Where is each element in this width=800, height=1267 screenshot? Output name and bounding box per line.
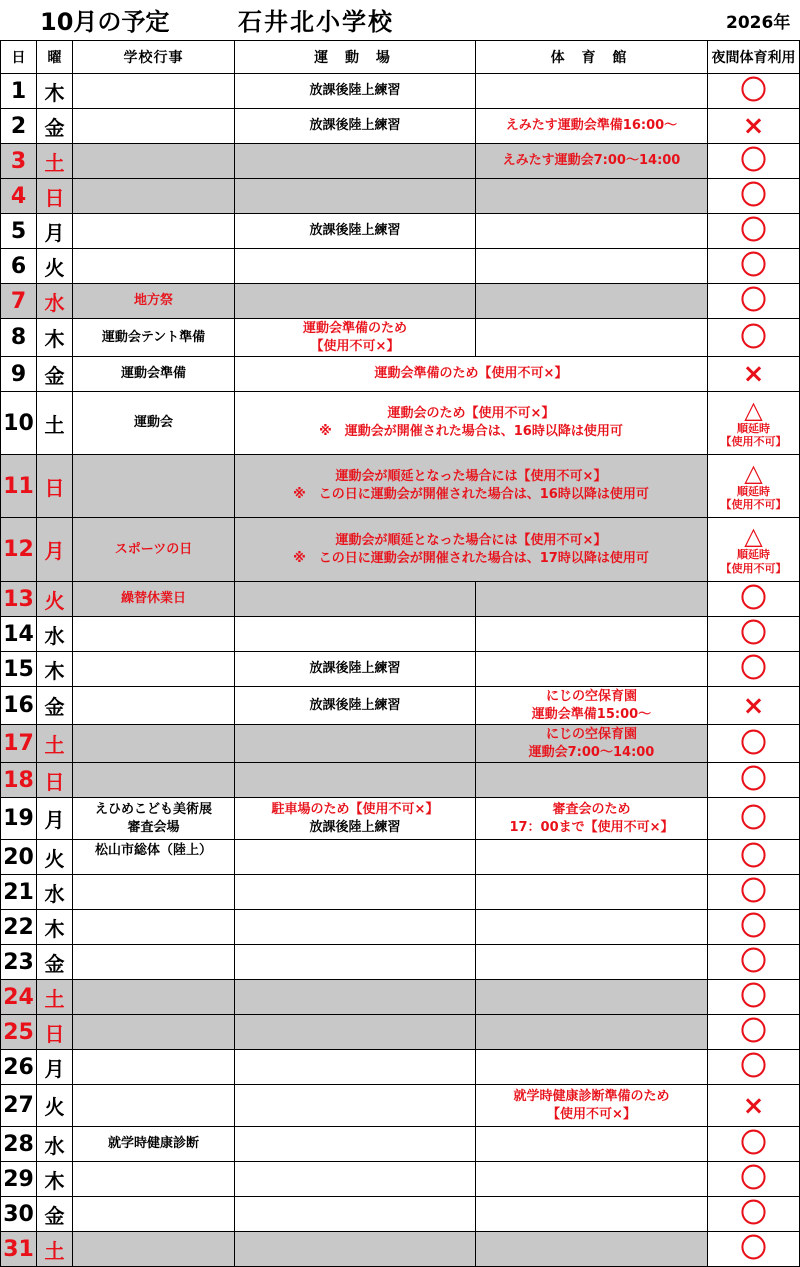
weekday-cell: 土 [37,144,73,179]
ground-cell [235,798,476,840]
table-row [1,1015,800,1050]
table-row [1,455,800,518]
day-cell: 29 [1,1162,37,1197]
circle-mark-icon: 〇 [740,1234,767,1264]
day-cell: 24 [1,980,37,1015]
cross-mark-icon: × [742,1090,765,1121]
ground-note-line2: 【使用不可×】 [310,338,400,354]
table-row [1,284,800,319]
school-event-cell [73,179,235,214]
school-event-cell [73,1085,235,1127]
weekday-cell: 金 [37,357,73,392]
ground-cell: 放課後陸上練習 [235,652,476,687]
night-use-cell [708,1232,800,1267]
day-cell: 2 [1,109,37,144]
table-row [1,1085,800,1127]
table-row [1,617,800,652]
ground-cell [235,144,476,179]
weekday-cell: 木 [37,1162,73,1197]
table-row [1,109,800,144]
gym-cell: えみたす運動会準備16:00～ [476,109,708,144]
school-event-cell [73,1050,235,1085]
night-use-cell [708,910,800,945]
table-row [1,945,800,980]
gym-cell [476,179,708,214]
table-row [1,249,800,284]
weekday-cell: 日 [37,179,73,214]
circle-mark-icon: 〇 [740,803,767,834]
facility-merged-cell [235,455,708,518]
postponed-note: 順延時 [737,548,770,562]
school-event-line1: えひめこども美術展 [94,801,212,817]
circle-mark-icon: 〇 [740,1129,767,1159]
day-cell: 3 [1,144,37,179]
table-row [1,840,800,875]
weekday-cell: 土 [37,1232,73,1267]
triangle-mark-icon: △ [744,395,763,424]
weekday-cell: 木 [37,319,73,357]
gym-cell [476,798,708,840]
night-use-cell [708,455,800,518]
day-cell: 8 [1,319,37,357]
school-event-cell [73,249,235,284]
ground-cell [235,1232,476,1267]
col-header-ground: 運 動 場 [235,41,476,74]
ground-cell: 放課後陸上練習 [235,687,476,725]
weekday-cell: 金 [37,1197,73,1232]
table-row [1,980,800,1015]
night-use-cell [708,798,800,840]
day-cell: 26 [1,1050,37,1085]
merged-note-line2: ※ この日に運動会が開催された場合は、17時以降は使用可 [293,550,649,566]
merged-note-line1: 運動会のため【使用不可×】 [387,406,555,422]
table-row [1,875,800,910]
gym-cell [476,980,708,1015]
col-header-night-use: 夜間体育利用 [708,41,800,74]
weekday-cell: 日 [37,455,73,518]
school-event-cell [73,725,235,763]
table-row [1,518,800,582]
schedule-table [0,40,800,1267]
table-row [1,357,800,392]
gym-note-line2: 運動会7:00～14:00 [528,744,655,760]
circle-mark-icon: 〇 [740,216,767,246]
day-cell: 22 [1,910,37,945]
gym-cell [476,214,708,249]
school-event-cell [73,455,235,518]
night-use-cell [708,875,800,910]
weekday-cell: 金 [37,109,73,144]
gym-note-line1: 就学時健康診断準備のため [513,1088,670,1104]
weekday-cell: 木 [37,910,73,945]
circle-mark-icon: 〇 [740,842,767,872]
circle-mark-icon: 〇 [740,728,767,759]
gym-cell [476,284,708,319]
school-name: 石井北小学校 [238,8,394,36]
school-event-cell [73,144,235,179]
day-cell: 23 [1,945,37,980]
school-event-cell [73,214,235,249]
facility-merged-cell [235,392,708,455]
weekday-cell: 土 [37,980,73,1015]
weekday-cell: 水 [37,1127,73,1162]
weekday-cell: 火 [37,840,73,875]
day-cell: 11 [1,455,37,518]
day-cell: 30 [1,1197,37,1232]
merged-note-line1: 運動会が順延となった場合には【使用不可×】 [335,532,607,548]
ground-cell [235,980,476,1015]
table-row [1,652,800,687]
day-cell: 1 [1,74,37,109]
school-event-cell: スポーツの日 [73,518,235,582]
night-use-cell [708,1127,800,1162]
year-label: 2026年 [726,13,791,33]
postponed-note: 順延時 [737,421,770,435]
night-use-cell [708,840,800,875]
circle-mark-icon: 〇 [740,982,767,1012]
ground-cell [235,582,476,617]
circle-mark-icon: 〇 [740,1199,767,1229]
table-row [1,319,800,357]
night-use-cell [708,763,800,798]
school-event-cell: 運動会テント準備 [73,319,235,357]
gym-note-line2: 運動会準備15:00～ [531,706,652,722]
gym-cell [476,652,708,687]
night-use-cell [708,582,800,617]
night-use-cell [708,1015,800,1050]
gym-note-line1: にじの空保育園 [545,726,637,742]
table-row [1,144,800,179]
ground-cell [235,840,476,875]
page-header [0,0,800,40]
unavailable-note: 【使用不可】 [720,435,787,448]
circle-mark-icon: 〇 [740,584,767,614]
day-cell: 20 [1,840,37,875]
weekday-cell: 木 [37,652,73,687]
circle-mark-icon: 〇 [740,877,767,907]
night-use-cell [708,1050,800,1085]
school-event-cell: 地方祭 [73,284,235,319]
circle-mark-icon: 〇 [740,251,767,281]
circle-mark-icon: 〇 [740,181,767,211]
ground-note-line1: 運動会準備のため [302,320,407,336]
school-event-cell: 就学時健康診断 [73,1127,235,1162]
night-use-cell [708,214,800,249]
unavailable-note: 【使用不可】 [720,561,787,575]
night-use-cell [708,652,800,687]
gym-cell [476,687,708,725]
day-cell: 6 [1,249,37,284]
gym-cell [476,74,708,109]
gym-note-line1: 審査会のため [552,801,631,817]
merged-note-line2: ※ この日に運動会が開催された場合は、16時以降は使用可 [293,487,649,502]
night-use-cell [708,518,800,582]
circle-mark-icon: 〇 [740,765,767,795]
col-header-day: 日 [1,41,37,74]
circle-mark-icon: 〇 [740,76,767,106]
day-cell: 10 [1,392,37,455]
facility-merged-cell: 運動会準備のため【使用不可×】 [235,357,708,392]
gym-cell [476,1050,708,1085]
table-row [1,214,800,249]
gym-cell [476,945,708,980]
table-row [1,392,800,455]
cross-mark-icon: × [742,111,765,141]
weekday-cell: 水 [37,875,73,910]
night-use-cell [708,980,800,1015]
day-cell: 12 [1,518,37,582]
weekday-cell: 月 [37,1050,73,1085]
night-use-cell [708,687,800,725]
table-row [1,687,800,725]
circle-mark-icon: 〇 [740,619,767,649]
ground-cell [235,910,476,945]
ground-cell: 放課後陸上練習 [235,74,476,109]
school-event-cell [73,652,235,687]
gym-cell [476,1127,708,1162]
weekday-cell: 日 [37,763,73,798]
school-event-cell: 繰替休業日 [73,582,235,617]
school-event-cell [73,74,235,109]
ground-cell [235,945,476,980]
weekday-cell: 月 [37,518,73,582]
day-cell: 13 [1,582,37,617]
col-header-dow: 曜 [37,41,73,74]
ground-cell [235,1197,476,1232]
day-cell: 7 [1,284,37,319]
school-event-cell [73,798,235,840]
school-event-cell [73,1232,235,1267]
ground-cell [235,1050,476,1085]
school-event-cell [73,945,235,980]
day-cell: 28 [1,1127,37,1162]
unavailable-note: 【使用不可】 [720,498,787,511]
day-cell: 17 [1,725,37,763]
table-row [1,1127,800,1162]
table-row [1,1162,800,1197]
day-cell: 5 [1,214,37,249]
gym-cell [476,319,708,357]
triangle-mark-icon: △ [744,458,763,487]
school-event-cell: 運動会準備 [73,357,235,392]
day-cell: 9 [1,357,37,392]
weekday-cell: 月 [37,214,73,249]
weekday-cell: 水 [37,284,73,319]
school-event-cell: 運動会 [73,392,235,455]
ground-cell [235,763,476,798]
ground-note-line2: 放課後陸上練習 [309,819,401,835]
gym-cell [476,763,708,798]
day-cell: 31 [1,1232,37,1267]
ground-cell [235,875,476,910]
night-use-cell [708,249,800,284]
day-cell: 27 [1,1085,37,1127]
school-event-line2: 審査会場 [127,819,180,835]
table-row [1,1050,800,1085]
ground-cell [235,617,476,652]
school-event-cell [73,875,235,910]
night-use-cell [708,1197,800,1232]
col-header-gym: 体 育 館 [476,41,708,74]
day-cell: 19 [1,798,37,840]
table-row [1,74,800,109]
school-event-cell [73,1197,235,1232]
table-row [1,910,800,945]
gym-cell [476,1085,708,1127]
gym-cell [476,1015,708,1050]
gym-cell [476,617,708,652]
night-use-cell [708,725,800,763]
night-use-cell [708,284,800,319]
circle-mark-icon: 〇 [740,1017,767,1047]
night-use-cell [708,357,800,392]
day-cell: 16 [1,687,37,725]
ground-note-line1: 駐車場のため【使用不可×】 [271,801,439,817]
night-use-cell [708,109,800,144]
weekday-cell: 火 [37,249,73,284]
day-cell: 21 [1,875,37,910]
gym-cell [476,1197,708,1232]
circle-mark-icon: 〇 [740,947,767,977]
ground-cell [235,1015,476,1050]
day-cell: 25 [1,1015,37,1050]
weekday-cell: 火 [37,582,73,617]
gym-cell: えみたす運動会7:00～14:00 [476,144,708,179]
table-row [1,725,800,763]
weekday-cell: 火 [37,1085,73,1127]
gym-note-line2: 【使用不可×】 [547,1106,636,1122]
day-cell: 14 [1,617,37,652]
day-cell: 15 [1,652,37,687]
circle-mark-icon: 〇 [740,1164,767,1194]
table-row [1,179,800,214]
gym-cell [476,582,708,617]
night-use-cell [708,392,800,455]
cross-mark-icon: × [742,359,765,389]
ground-cell: 放課後陸上練習 [235,214,476,249]
weekday-cell: 金 [37,687,73,725]
ground-cell [235,249,476,284]
month-title: 10月の予定 [40,8,170,36]
night-use-cell [708,1085,800,1127]
night-use-cell [708,1162,800,1197]
gym-cell [476,910,708,945]
ground-cell [235,319,476,357]
circle-mark-icon: 〇 [740,1052,767,1082]
gym-cell [476,725,708,763]
postponed-note: 順延時 [737,484,770,498]
weekday-cell: 水 [37,617,73,652]
circle-mark-icon: 〇 [740,912,767,942]
school-event-cell [73,910,235,945]
circle-mark-icon: 〇 [740,654,767,684]
gym-note-line2: 17：00まで【使用不可×】 [509,819,674,835]
night-use-cell [708,144,800,179]
merged-note-line1: 運動会が順延となった場合には【使用不可×】 [335,469,607,485]
school-event-cell: 松山市総体（陸上） [73,840,235,875]
day-cell: 18 [1,763,37,798]
weekday-cell: 木 [37,74,73,109]
day-cell: 4 [1,179,37,214]
gym-note-line1: にじの空保育園 [545,688,637,704]
gym-cell [476,840,708,875]
table-row [1,798,800,840]
header-row [1,41,800,74]
weekday-cell: 土 [37,392,73,455]
ground-cell [235,1162,476,1197]
circle-mark-icon: 〇 [740,286,767,316]
circle-mark-icon: 〇 [740,146,767,176]
table-row [1,763,800,798]
table-row [1,1232,800,1267]
night-use-cell [708,74,800,109]
ground-cell [235,179,476,214]
circle-mark-icon: 〇 [740,322,767,353]
night-use-cell [708,945,800,980]
gym-cell [476,1232,708,1267]
school-event-cell [73,763,235,798]
triangle-mark-icon: △ [744,522,763,551]
gym-cell [476,249,708,284]
school-event-cell [73,687,235,725]
cross-mark-icon: × [742,690,765,721]
night-use-cell [708,179,800,214]
weekday-cell: 月 [37,798,73,840]
ground-cell [235,284,476,319]
ground-cell [235,725,476,763]
ground-cell: 放課後陸上練習 [235,109,476,144]
table-row [1,582,800,617]
school-event-cell [73,980,235,1015]
weekday-cell: 日 [37,1015,73,1050]
school-event-cell [73,1015,235,1050]
night-use-cell [708,617,800,652]
merged-note-line2: ※ 運動会が開催された場合は、16時以降は使用可 [319,424,623,439]
school-event-cell [73,109,235,144]
night-use-cell [708,319,800,357]
weekday-cell: 金 [37,945,73,980]
gym-cell [476,1162,708,1197]
ground-cell [235,1127,476,1162]
school-event-cell [73,617,235,652]
school-event-cell [73,1162,235,1197]
col-header-school-events: 学校行事 [73,41,235,74]
facility-merged-cell [235,518,708,582]
weekday-cell: 土 [37,725,73,763]
table-row [1,1197,800,1232]
gym-cell [476,875,708,910]
ground-cell [235,1085,476,1127]
